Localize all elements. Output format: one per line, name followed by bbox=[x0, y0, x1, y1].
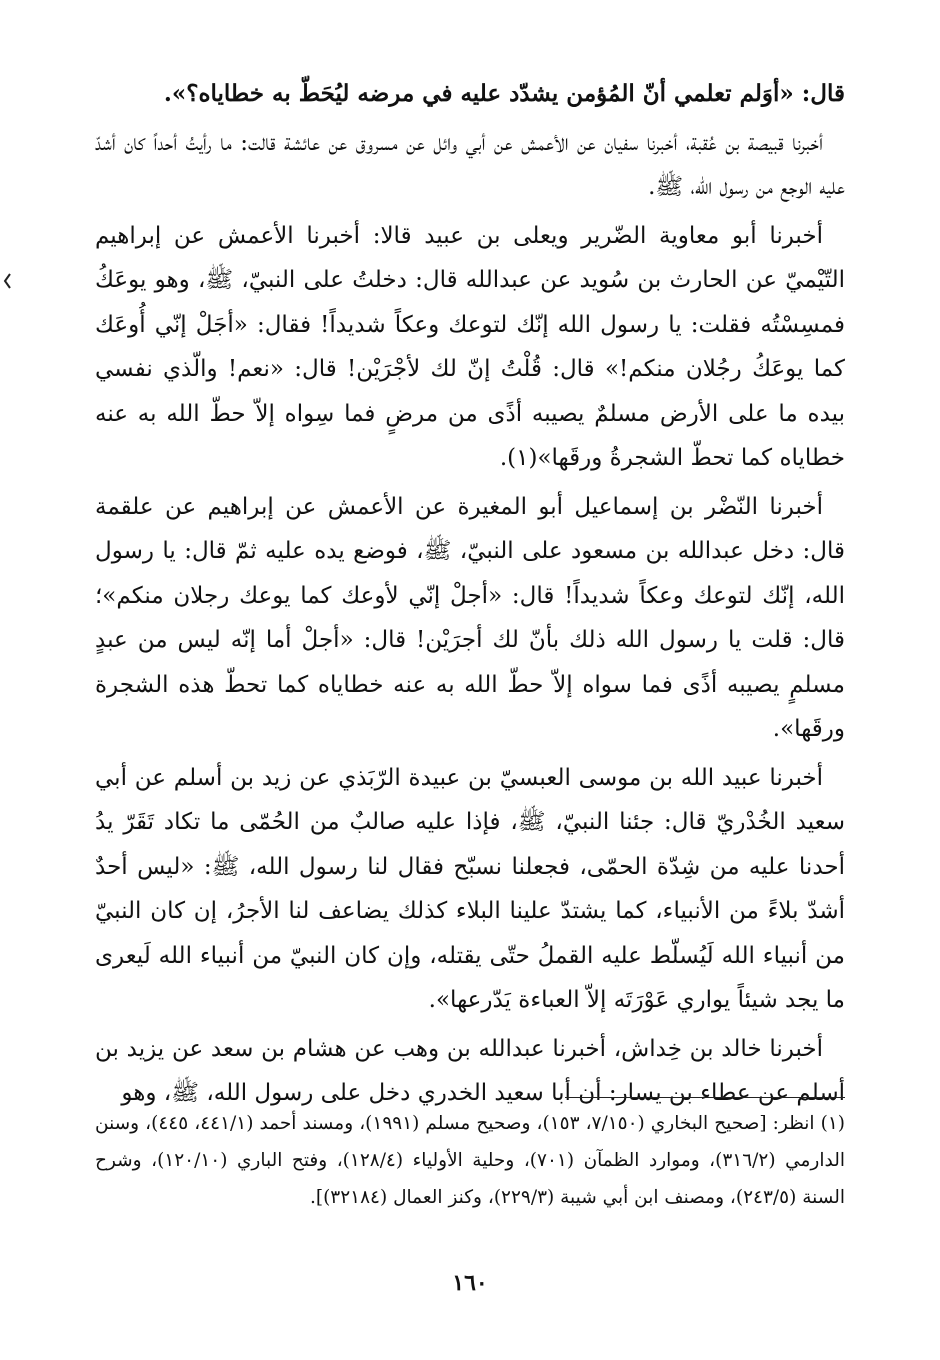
margin-mark-icon bbox=[2, 272, 12, 290]
paragraph: أخبرنا عبيد الله بن موسى العبسيّ بن عبيدة الرّبَذي عن زيد بن أسلم عن أبي سعيد الخُدْريّ قال: جئنا النبيّ، ﷺ، فإذا عليه صالبٌ من الحُمّى ما تكاد تَقَرّ يدُ أحدنا عليه من شِدّة الحمّى، فجعلنا نسبّح فقال لنا رسول الله، ﷺ: «ليس أحدٌ أشدّ بلاءً من الأنبياء، كما يشتدّ علينا البلاء كذلك يضاعف لنا الأجرُ، إن كان النبيّ من أنبياء الله لَيُسلّط عليه القملُ حتّى يقتله، وإن كان النبيّ من أنبياء الله لَيعرى ما يجد شيئاً يواري عَوْرَتَه إلاّ العباءة يَدّرعها». bbox=[95, 764, 845, 1013]
opening-line: قال: «أوَلم تعلمي أنّ المُؤمن يشدّد عليه في مرضه ليُحَطّ به خطاياه؟». bbox=[163, 80, 845, 107]
footnotes bbox=[95, 1105, 845, 1220]
page bbox=[95, 72, 845, 1320]
footnote: (١) انظر: [صحيح البخاري (٧/١٥٠، ١٥٣)، وصحيح مسلم (١٩٩١)، ومسند أحمد (٤٤١/١، ٤٤٥)، وسنن الدارمي (٣١٦/٢)، وموارد الظمآن (٧٠١)، وحلية الأولياء (١٢٨/٤)، وفتح الباري (١٢٠/١٠)، وشرح السنة (٢٤٣/٥)، ومصنف ابن أبي شيبة (٢٢٩/٣)، وكنز العمال (٣٢١٨٤)]. bbox=[95, 1113, 846, 1208]
paragraph: أخبرنا النّضْر بن إسماعيل أبو المغيرة عن الأعمش عن إبراهيم عن علقمة قال: دخل عبدالله بن مسعود على النبيّ، ﷺ، فوضع يده عليه ثمّ قال: يا رسول الله، إنّك لتوعك وعكاً شديداً! قال: «أجلْ إنّي لأوعك كما يوعك رجلان منكم»؛ قال: قلت يا رسول الله ذلك بأنّ لك أجرَيْن! قال: «أجلْ أما إنّه ليس من عبدٍ مسلمٍ يصيبه أذًى فما سواه إلاّ حطّ الله به عنه خطاياه كما تحطّ هذه الشجرة ورقَها». bbox=[95, 493, 845, 742]
paragraph: أخبرنا خالد بن خِداش، أخبرنا عبدالله بن وهب عن هشام بن سعد عن يزيد بن أسلم عن عطاء بن يسار: أن أبا سعيد الخدري دخل على رسول الله، ﷺ، وهو bbox=[95, 1035, 845, 1106]
paragraph: أخبرنا قبيصة بن عُقبة، أخبرنا سفيان عن الأعمش عن أبي وائل عن مسروق عن عائشة قالت: ما رأيتُ أحداً كان أشدّ عليه الوجع من رسول الله، ﷺ. bbox=[95, 129, 845, 200]
paragraph: أخبرنا أبو معاوية الضّرير ويعلى بن عبيد قالا: أخبرنا الأعمش عن إبراهيم التّيْميّ عن الحارث بن سُويد عن عبدالله قال: دخلتُ على النبيّ، ﷺ، وهو يوعَكُ فمسِسْتُه فقلت: يا رسول الله إنّك لتوعك وعكاً شديداً! فقال: «أجَلْ إنّي أُوعَك كما يوعَكُ رجُلان منكم!» قال: قُلْتُ إنّ لك لأجْرَيْن! قال: «نعم! والّذي نفسي بيده ما على الأرض مسلمٌ يصيبه أذًى من مرضٍ فما سِواه إلاّ حطّ الله به عنه خطاياه كما تحطّ الشجرةُ ورقَها»(١). bbox=[95, 222, 845, 471]
main-text bbox=[95, 72, 845, 1116]
footnote-divider bbox=[565, 1097, 845, 1098]
page-number: ١٦٠ bbox=[452, 1270, 488, 1296]
